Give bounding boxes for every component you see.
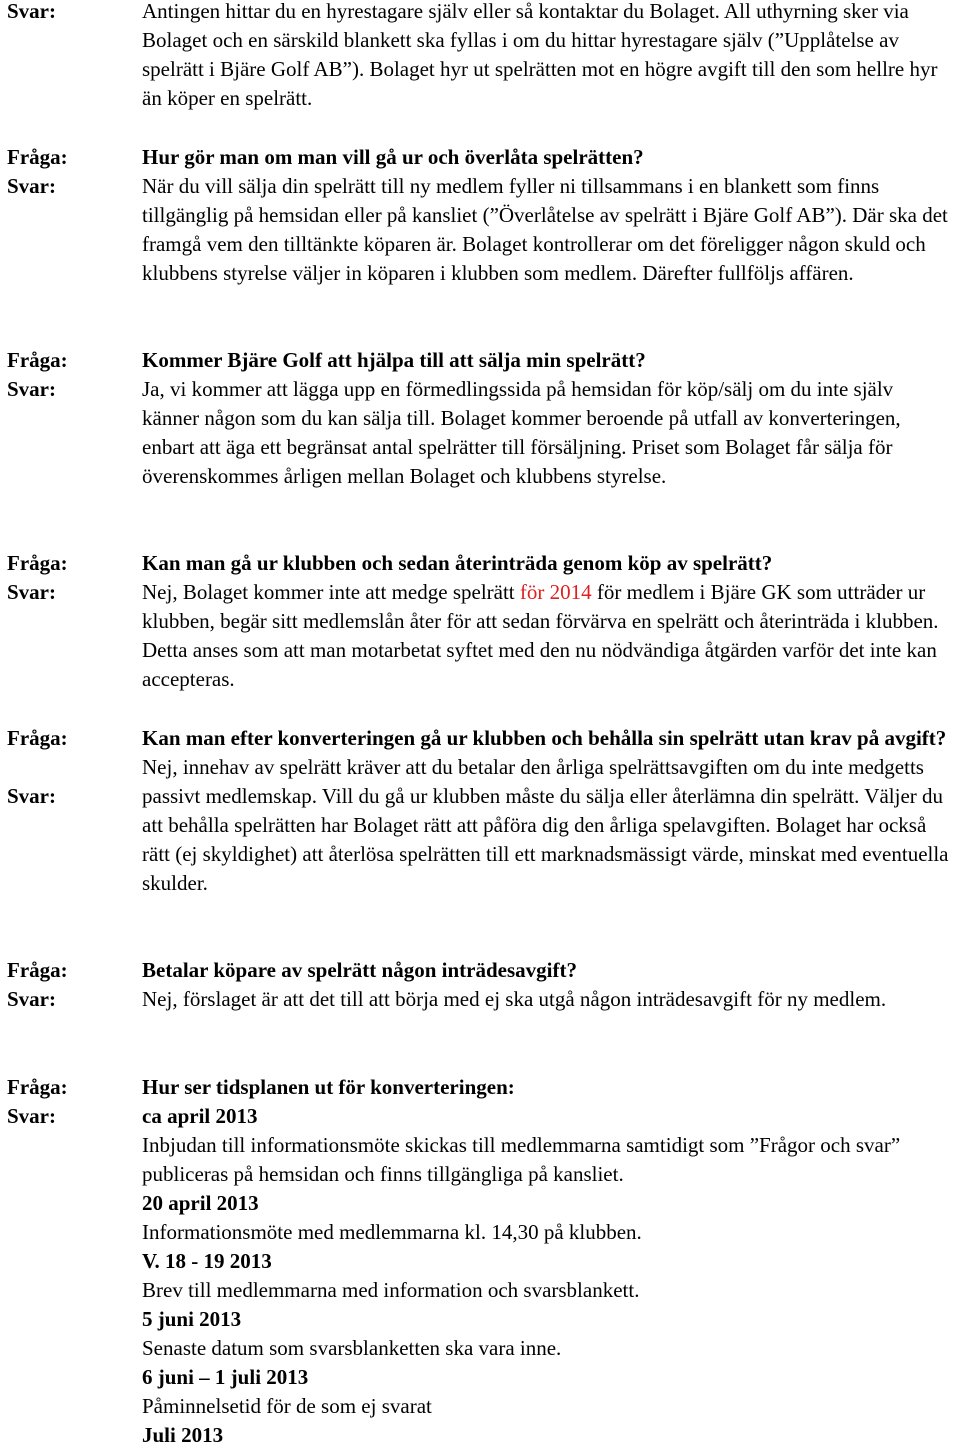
schedule-text: Brev till medlemmarna med information och svarsblankett. [142, 1278, 640, 1302]
answer-text-post: för medlem i Bjäre GK som utträder ur klubben, begär sitt medlemslån åter för att sedan förvärva en spelrätt och återinträda i klubben. Detta anses som att man motarbetat syftet med den nu nödvändiga åtgärden varför det inte kan accepteras. [142, 580, 939, 691]
answer-text [142, 578, 954, 694]
question-text: Hur gör man om man vill gå ur och överlåta spelrätten? [142, 145, 644, 169]
svar-label: Svar: [7, 377, 56, 401]
qa-block [142, 549, 954, 694]
svar-label: Svar: [7, 174, 56, 198]
schedule-date: 5 juni 2013 [142, 1307, 242, 1331]
qa-block [142, 724, 954, 898]
question-text: Kan man efter konverteringen gå ur klubben och behålla sin spelrätt utan krav på avgift? [142, 726, 947, 750]
schedule-text: Påminnelsetid för de som ej svarat [142, 1394, 432, 1418]
qa-block [142, 346, 954, 491]
svar-label: Svar: [7, 784, 56, 808]
schedule-text: Senaste datum som svarsblanketten ska vara inne. [142, 1336, 562, 1360]
fraga-label: Fråga: [7, 1075, 68, 1099]
fraga-label: Fråga: [7, 958, 68, 982]
question-text: Hur ser tidsplanen ut för konverteringen: [142, 1075, 515, 1099]
schedule-date: 6 juni – 1 juli 2013 [142, 1365, 309, 1389]
fraga-label: Fråga: [7, 348, 68, 372]
schedule-block [142, 1073, 954, 1450]
schedule-date: ca april 2013 [142, 1104, 258, 1128]
schedule-date: V. 18 - 19 2013 [142, 1249, 272, 1273]
fraga-label: Fråga: [7, 726, 68, 750]
svar-label: Svar: [7, 580, 56, 604]
qa-block [142, 143, 954, 288]
highlighted-year: för 2014 [519, 580, 592, 604]
fraga-label: Fråga: [7, 145, 68, 169]
qa-block [142, 956, 954, 1014]
answer-text: När du vill sälja din spelrätt till ny medlem fyller ni tillsammans i en blankett som finns tillgänglig på hemsidan eller på kansliet (”Överlåtelse av spelrätt i Bjäre Golf AB”). Där ska det framgå vem den tilltänkte köparen är. Bolaget kontrollerar om det föreligger någon skuld och klubbens styrelse väljer in köparen i klubben som medlem. Därefter fullföljs affären. [142, 174, 948, 285]
schedule-date: Juli 2013 [142, 1423, 224, 1447]
question-text: Kan man gå ur klubben och sedan återinträda genom köp av spelrätt? [142, 551, 773, 575]
answer-text: Antingen hittar du en hyrestagare själv eller så kontaktar du Bolaget. All uthyrning sker via Bolaget och en särskild blankett ska fyllas i om du hittar hyrestagare själv (”Upplåtelse av spelrätt i Bjäre Golf AB”). Bolaget hyr ut spelrätten mot en högre avgift till den som hellre hyr än köper en spelrätt. [142, 0, 938, 110]
schedule-date: 20 april 2013 [142, 1191, 259, 1215]
answer-text: Nej, innehav av spelrätt kräver att du betalar den årliga spelrättsavgiften om du inte medgetts passivt medlemskap. Vill du gå ur klubben måste du sälja eller återlämna din spelrätt. Väljer du att behålla spelrätten har Bolaget rätt att påföra dig den årliga spelavgiften. Bolaget har också rätt (ej skyldighet) att återlösa spelrätten till ett marknadsmässigt värde, minskat med eventuella skulder. [142, 755, 949, 895]
answer-text: Nej, förslaget är att det till att börja med ej ska utgå någon inträdesavgift för ny medlem. [142, 987, 887, 1011]
svar-label: Svar: [7, 0, 56, 23]
svar-label: Svar: [7, 987, 56, 1011]
svar-label: Svar: [7, 1104, 56, 1128]
question-text: Betalar köpare av spelrätt någon inträdesavgift? [142, 958, 577, 982]
fraga-label: Fråga: [7, 551, 68, 575]
answer-text-pre: Nej, Bolaget kommer inte att medge spelrätt [142, 580, 520, 604]
answer-text: Ja, vi kommer att lägga upp en förmedlingssida på hemsidan för köp/sälj om du inte själv känner någon som du kan sälja till. Bolaget kommer beroende på utfall av konverteringen, enbart att äga ett begränsat antal spelrätter till försäljning. Priset som Bolaget får sälja för överenskommes årligen mellan Bolaget och klubbens styrelse. [142, 377, 901, 488]
schedule-text: Inbjudan till informationsmöte skickas till medlemmarna samtidigt som ”Frågor och svar” publiceras på hemsidan och finns tillgängliga på kansliet. [142, 1133, 901, 1186]
question-text: Kommer Bjäre Golf att hjälpa till att sälja min spelrätt? [142, 348, 646, 372]
schedule-text: Informationsmöte med medlemmarna kl. 14,30 på klubben. [142, 1220, 642, 1244]
